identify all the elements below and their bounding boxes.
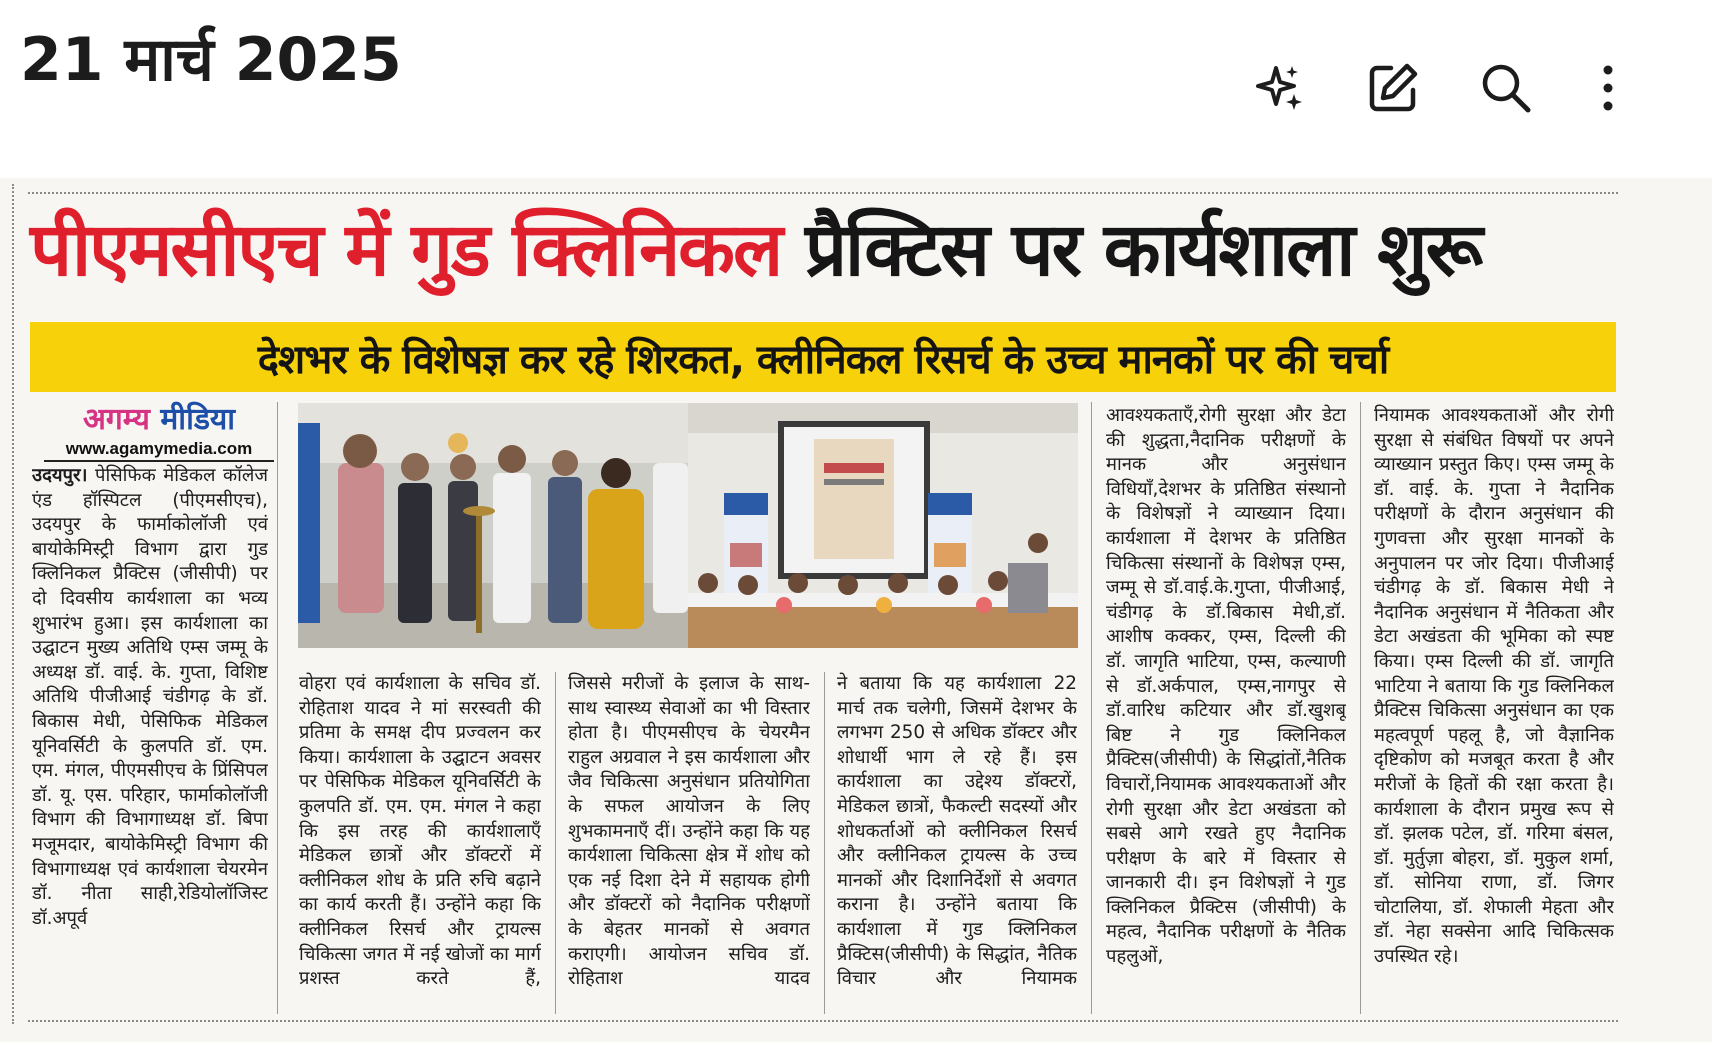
app-header [0,0,1712,178]
article-column-2 [299,672,541,1014]
clip-border [28,1020,1618,1022]
article-column-3 [568,672,810,1014]
logo-url: www.agamymedia.com [44,438,274,462]
dateline: उदयपुर। [32,465,88,486]
publisher-logo [44,402,274,470]
column-divider [1360,402,1361,1014]
photo-lamp-lighting [298,403,688,648]
column-divider [824,672,825,1014]
column-divider [1091,402,1092,1014]
clip-border [28,192,1618,194]
article-headline [30,200,1620,300]
article-subheadline [30,322,1616,392]
column-divider [277,402,278,1014]
column-text: जिससे मरीजों के इलाज के साथ-साथ स्वास्थ्य सेवाओं का भी विस्तार होता है। पीएमसीएच के चेयरमैन राहुल अग्रवाल ने इस कार्यशाला और जैव चिकित्सा अनुसंधान प्रतियोगिता के सफल आयोजन के लिए शुभकामनाएँ दीं। उन्होंने कहा कि यह कार्यशाला चिकित्सा क्षेत्र में शोध को एक नई दिशा देने में सहायक होगी और डॉक्टरों को नैदानिक परीक्षणों के बेहतर मानकों से अवगत कराएगी। आयोजन सचिव डॉ. रोहिताश यादव [568,673,810,990]
article-column-1 [32,464,268,1014]
logo-name [44,402,274,438]
ai-sparkle-button[interactable] [1248,56,1312,120]
page-title: 21 मार्च 2025 [20,25,402,95]
clip-border [12,184,14,1024]
column-text: ने बताया कि यह कार्यशाला 22 मार्च तक चलेगी, जिसमें देशभर के लगभग 250 से अधिक डॉक्टर और शोधार्थी भाग ले रहे हैं। इस कार्यशाला का उद्देश्य डॉक्टरों, मेडिकल छात्रों, फैकल्टी सदस्यों और शोधकर्ताओं को क्लीनिकल रिसर्च और क्लीनिकल ट्रायल्स के उच्च मानकों और दिशानिर्देशों से अवगत कराना है। उन्होंने बताया कि कार्यशाला में गुड क्लिनिकल प्रैक्टिस(जीसीपी) के सिद्धांत, नैतिक विचार और नियामक [837,673,1077,990]
edit-icon [1365,60,1421,116]
article-column-6 [1374,404,1614,1014]
column-text: आवश्यकताएँ,रोगी सुरक्षा और डेटा की शुद्धता,नैदानिक परीक्षणों के मानक और अनुसंधान विधियाँ,देशभर के प्रतिष्ठित संस्थानो के विशेषज्ञों ने व्याख्यान दिया। कार्यशाला में देशभर के प्रतिष्ठित चिकित्सा संस्थानों के विशेषज्ञ एम्स, जम्मू से डॉ.वाई.के.गुप्ता, पीजीआई, चंडीगढ़ के डॉ.बिकास मेधी,डॉ. आशीष कक्कर, एम्स, दिल्ली की डॉ. जागृति भाटिया, एम्स, कल्याणी से डॉ.अर्कपाल, एम्स,नागपुर से डॉ.वारिध कटियार और डॉ.खुशबू बिष्ट ने गुड क्लिनिकल प्रैक्टिस(जीसीपी) के सिद्धांतों,नैतिक विचारों,नियामक आवश्यकताओं और रोगी सुरक्षा और डेटा अखंडता को सबसे आगे रखते हुए नैदानिक परीक्षण के बारे में विस्तार से जानकारी दी। इन विशेषज्ञों ने गुड क्लिनिकल प्रैक्टिस (जीसीपी) के महत्व, नैदानिक परीक्षणों के नैतिक पहलुओं, [1106,405,1346,968]
column-text: पेसिफिक मेडिकल कॉलेज एंड हॉस्पिटल (पीएमसीएच), उदयपुर के फार्माकोलॉजी एवं बायोकेमिस्ट्री विभाग द्वारा गुड क्लिनिकल प्रैक्टिस (जीसीपी) पर दो दिवसीय कार्यशाला का भव्य शुभारंभ हुआ। इस कार्यशाला का उद्घाटन मुख्य अतिथि एम्स जम्मू के अध्यक्ष डॉ. वाई. के. गुप्ता, विशिष्ट अतिथि पीजीआई चंडीगढ़ के डॉ. बिकास मेधी, पेसिफिक मेडिकल यूनिवर्सिटी के कुलपति डॉ. एम. एम. मंगल, पीएमसीएच के प्रिंसिपल डॉ. यू. एस. परिहार, फार्माकोलॉजी विभाग की विभागाध्यक्ष डॉ. बिपा मजूमदार, बायोकेमिस्ट्री विभाग की विभागाध्यक्ष एवं कार्यशाला चेयरमेन डॉ. नीता साही,रेडियोलॉजिस्ट डॉ.अपूर्व [32,465,268,929]
search-button[interactable] [1474,56,1538,120]
column-text: वोहरा एवं कार्यशाला के सचिव डॉ. रोहिताश यादव ने मां सरस्वती की प्रतिमा के समक्ष दीप प्रज्वलन कर किया। कार्यशाला के उद्घाटन अवसर पर पेसिफिक मेडिकल यूनिवर्सिटी के कुलपति डॉ. एम. एम. मंगल ने कहा कि इस तरह की कार्यशालाएँ मेडिकल छात्रों और डॉक्टरों में क्लीनिकल शोध के प्रति रुचि बढ़ाने का कार्य करती हैं। उन्होंने कहा कि क्लीनिकल रिसर्च और ट्रायल्स चिकित्सा जगत में नई खोजों का मार्ग प्रशस्त करते हैं, [299,673,541,990]
logo-name-a: अगम्य [82,402,150,437]
more-options-button[interactable] [1576,56,1640,120]
subheadline-text: देशभर के विशेषज्ञ कर रहे शिरकत, क्लीनिकल रिसर्च के उच्च मानकों पर की चर्चा [257,336,1389,383]
newspaper-clipping [0,178,1712,1042]
logo-name-b: मीडिया [160,402,236,437]
article-column-5 [1106,404,1346,1014]
article-column-4 [837,672,1077,1014]
clip-bottom [0,1030,1712,1042]
headline-black-part: प्रैक्टिस पर कार्यशाला शुरू [804,207,1482,293]
photo-workshop-stage [688,403,1078,648]
search-icon [1478,60,1534,116]
edit-button[interactable] [1361,56,1425,120]
column-text: नियामक आवश्यकताओं और रोगी सुरक्षा से संबंधित विषयों पर अपने व्याख्यान प्रस्तुत किए। एम्स जम्मू के डॉ. वाई. के. गुप्ता ने नैदानिक परीक्षणों के दौरान अनुसंधान की गुणवत्ता और सुरक्षा मानकों के अनुपालन पर जोर दिया। पीजीआई चंडीगढ़ के डॉ. बिकास मेधी ने नैदानिक अनुसंधान में नैतिकता और डेटा अखंडता की भूमिका को स्पष्ट किया। एम्स दिल्ली की डॉ. जागृति भाटिया ने बताया कि गुड क्लिनिकल प्रैक्टिस चिकित्सा अनुसंधान का एक महत्वपूर्ण पहलू है, जो वैज्ञानिक दृष्टिकोण को मजबूत करता है और मरीजों के हितों की रक्षा करता है। कार्यशाला के दौरान प्रमुख रूप से डॉ. झलक पटेल, डॉ. गरिमा बंसल, डॉ. मुर्तुज़ा बोहरा, डॉ. मुकुल शर्मा, डॉ. सोनिया राणा, डॉ. जिगर चोटालिया, डॉ. शेफाली मेहता और डॉ. नेहा सक्सेना आदि चिकित्सक उपस्थित रहे। [1374,405,1614,968]
column-divider [555,672,556,1014]
sparkle-icon [1252,60,1308,116]
headline-red-part: पीएमसीएच में गुड क्लिनिकल [30,207,782,293]
more-icon [1580,60,1636,116]
